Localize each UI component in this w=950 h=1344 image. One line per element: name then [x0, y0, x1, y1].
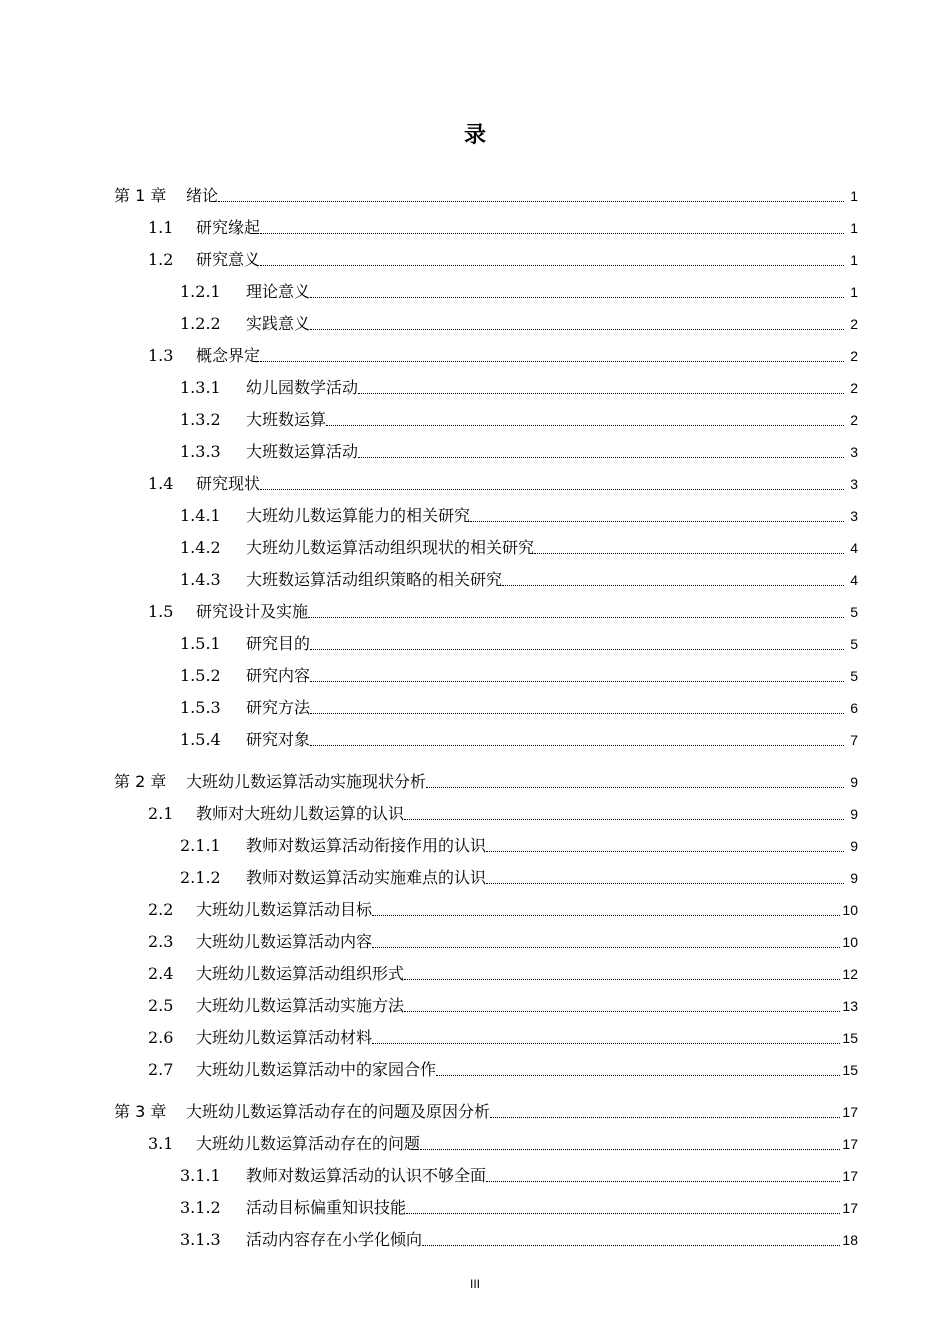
toc-leader-dots	[404, 819, 844, 820]
toc-entry[interactable]	[180, 310, 858, 334]
toc-entry-number: 第 2 章	[114, 772, 167, 791]
toc-entry-number: 1.4	[148, 474, 174, 493]
toc-leader-dots	[358, 457, 844, 458]
toc-entry[interactable]	[148, 470, 858, 494]
toc-leader-dots	[436, 1075, 840, 1076]
toc-entry-title: 大班幼儿数运算活动存在的问题	[196, 1134, 421, 1153]
toc-entry[interactable]	[180, 534, 858, 558]
toc-entry-page: 17	[842, 1104, 858, 1120]
toc-entry-page: 2	[850, 412, 858, 428]
toc-entry-number: 1.4.2	[180, 538, 221, 557]
toc-leader-dots	[422, 1245, 840, 1246]
toc-entry-page: 9	[850, 870, 858, 886]
toc-entry-title: 实践意义	[246, 314, 311, 333]
toc-entry[interactable]	[148, 960, 858, 984]
toc-entry-title: 大班幼儿数运算活动存在的问题及原因分析	[186, 1102, 491, 1121]
toc-entry-number: 1.4.3	[180, 570, 221, 589]
toc-entry-number: 1.2.1	[180, 282, 221, 301]
toc-entry[interactable]	[148, 1056, 858, 1080]
toc-entry-number: 1.2	[148, 250, 174, 269]
toc-entry-title: 教师对大班幼儿数运算的认识	[196, 804, 405, 823]
toc-entry-page: 5	[850, 636, 858, 652]
toc-entry[interactable]	[148, 928, 858, 952]
toc-entry-page: 3	[850, 476, 858, 492]
toc-leader-dots	[310, 649, 844, 650]
toc-entry-page: 4	[850, 572, 858, 588]
toc-entry-title: 活动目标偏重知识技能	[246, 1198, 407, 1217]
toc-entry-title: 大班数运算活动	[246, 442, 359, 461]
toc-leader-dots	[218, 201, 844, 202]
toc-leader-dots	[310, 713, 844, 714]
toc-entry-title: 幼儿园数学活动	[246, 378, 359, 397]
toc-entry-page: 17	[842, 1168, 858, 1184]
toc-entry-number: 1.5.2	[180, 666, 221, 685]
toc-leader-dots	[260, 265, 844, 266]
toc-entry[interactable]	[148, 800, 858, 824]
toc-entry-title: 研究目的	[246, 634, 311, 653]
toc-entry-number: 1.3.2	[180, 410, 221, 429]
toc-leader-dots	[372, 915, 840, 916]
toc-entry-title: 活动内容存在小学化倾向	[246, 1230, 423, 1249]
toc-entry[interactable]	[180, 726, 858, 750]
toc-entry-number: 2.4	[148, 964, 174, 983]
toc-entry-page: 5	[850, 668, 858, 684]
toc-entry-page: 1	[850, 284, 858, 300]
toc-entry-title: 大班幼儿数运算活动组织现状的相关研究	[246, 538, 535, 557]
toc-entry-title: 研究内容	[246, 666, 311, 685]
toc-entry-number: 1.3.1	[180, 378, 221, 397]
toc-entry[interactable]	[180, 502, 858, 526]
toc-entry-title: 概念界定	[196, 346, 261, 365]
toc-entry[interactable]	[148, 342, 858, 366]
toc-entry[interactable]	[180, 406, 858, 430]
toc-entry-page: 17	[842, 1136, 858, 1152]
toc-entry-title: 大班幼儿数运算活动内容	[196, 932, 373, 951]
toc-entry-number: 1.5	[148, 602, 174, 621]
toc-leader-dots	[260, 489, 844, 490]
toc-leader-dots	[404, 1011, 840, 1012]
toc-entry-number: 1.5.4	[180, 730, 221, 749]
toc-entry-title: 大班数运算活动组织策略的相关研究	[246, 570, 503, 589]
toc-entry-page: 2	[850, 316, 858, 332]
toc-entry-title: 大班幼儿数运算活动组织形式	[196, 964, 405, 983]
toc-entry-page: 17	[842, 1200, 858, 1216]
toc-entry-page: 9	[850, 806, 858, 822]
toc-leader-dots	[310, 297, 844, 298]
toc-entry-page: 13	[842, 998, 858, 1014]
toc-entry-number: 1.1	[148, 218, 174, 237]
toc-entry[interactable]	[180, 1226, 858, 1250]
toc-entry-page: 3	[850, 444, 858, 460]
toc-entry[interactable]	[180, 1194, 858, 1218]
toc-entry[interactable]	[180, 566, 858, 590]
toc-entry[interactable]	[180, 278, 858, 302]
toc-entry-number: 1.4.1	[180, 506, 221, 525]
toc-entry-page: 15	[842, 1030, 858, 1046]
toc-entry-number: 2.1.2	[180, 868, 221, 887]
toc-entry-page: 9	[850, 774, 858, 790]
toc-leader-dots	[260, 361, 844, 362]
toc-entry-number: 1.5.3	[180, 698, 221, 717]
toc-entry-page: 9	[850, 838, 858, 854]
toc-entry[interactable]	[148, 992, 858, 1016]
toc-entry-title: 大班幼儿数运算活动目标	[196, 900, 373, 919]
toc-leader-dots	[372, 1043, 840, 1044]
toc-entry-title: 研究缘起	[196, 218, 261, 237]
page-title: 录	[463, 123, 486, 148]
toc-leader-dots	[310, 329, 844, 330]
toc-entry-number: 1.2.2	[180, 314, 221, 333]
toc-entry-page: 10	[842, 902, 858, 918]
toc-entry-title: 大班幼儿数运算活动实施现状分析	[186, 772, 427, 791]
toc-entry[interactable]	[180, 630, 858, 654]
toc-leader-dots	[308, 617, 844, 618]
toc-leader-dots	[426, 787, 844, 788]
toc-entry-title: 研究意义	[196, 250, 261, 269]
toc-entry[interactable]	[114, 768, 858, 792]
toc-entry-page: 7	[850, 732, 858, 748]
toc-entry-title: 大班幼儿数运算活动实施方法	[196, 996, 405, 1015]
toc-entry-number: 1.3	[148, 346, 174, 365]
toc-entry-number: 2.1.1	[180, 836, 221, 855]
toc-leader-dots	[406, 1213, 840, 1214]
toc-entry-title: 大班幼儿数运算能力的相关研究	[246, 506, 471, 525]
toc-entry-title: 教师对数运算活动衔接作用的认识	[246, 836, 487, 855]
toc-entry-title: 教师对数运算活动实施难点的认识	[246, 868, 487, 887]
toc-entry-number: 3.1.3	[180, 1230, 221, 1249]
toc-entry[interactable]	[180, 438, 858, 462]
toc-leader-dots	[486, 1181, 840, 1182]
toc-entry-page: 6	[850, 700, 858, 716]
toc-leader-dots	[326, 425, 844, 426]
toc-leader-dots	[372, 947, 840, 948]
toc-entry-page: 1	[850, 188, 858, 204]
toc-entry[interactable]	[180, 694, 858, 718]
toc-entry-number: 3.1	[148, 1134, 174, 1153]
toc-entry[interactable]	[180, 374, 858, 398]
toc-entry[interactable]	[148, 896, 858, 920]
toc-entry[interactable]	[180, 832, 858, 856]
toc-entry-page: 15	[842, 1062, 858, 1078]
toc-entry-number: 2.3	[148, 932, 174, 951]
toc-leader-dots	[260, 233, 844, 234]
toc-entry[interactable]	[114, 1098, 858, 1122]
toc-entry-title: 绪论	[186, 186, 219, 205]
toc-entry-number: 2.5	[148, 996, 174, 1015]
toc-entry-number: 2.6	[148, 1028, 174, 1047]
toc-entry-number: 2.1	[148, 804, 174, 823]
toc-entry-page: 1	[850, 220, 858, 236]
toc-entry-page: 2	[850, 380, 858, 396]
toc-entry-page: 10	[842, 934, 858, 950]
toc-leader-dots	[358, 393, 844, 394]
toc-leader-dots	[486, 883, 844, 884]
toc-entry[interactable]	[148, 214, 858, 238]
toc-entry[interactable]	[180, 662, 858, 686]
toc-entry-number: 2.2	[148, 900, 174, 919]
toc-leader-dots	[490, 1117, 840, 1118]
toc-leader-dots	[404, 979, 840, 980]
toc-entry-number: 1.3.3	[180, 442, 221, 461]
toc-entry[interactable]	[114, 182, 858, 206]
toc-entry-title: 研究现状	[196, 474, 261, 493]
toc-entry-page: 12	[842, 966, 858, 982]
toc-entry-number: 3.1.2	[180, 1198, 221, 1217]
toc-entry-number: 第 1 章	[114, 186, 167, 205]
toc-leader-dots	[486, 851, 844, 852]
toc-entry-number: 3.1.1	[180, 1166, 221, 1185]
toc-entry-page: 2	[850, 348, 858, 364]
toc-leader-dots	[310, 681, 844, 682]
toc-entry-title: 教师对数运算活动的认识不够全面	[246, 1166, 487, 1185]
toc-entry-title: 研究设计及实施	[196, 602, 309, 621]
toc-entry-title: 研究对象	[246, 730, 311, 749]
toc-leader-dots	[420, 1149, 840, 1150]
toc-entry[interactable]	[148, 246, 858, 270]
toc-entry[interactable]	[180, 864, 858, 888]
toc-entry-number: 1.5.1	[180, 634, 221, 653]
toc-entry-page: 1	[850, 252, 858, 268]
toc-entry[interactable]	[148, 1130, 858, 1154]
toc-entry-page: 5	[850, 604, 858, 620]
toc-entry[interactable]	[148, 1024, 858, 1048]
toc-leader-dots	[310, 745, 844, 746]
toc-entry-title: 理论意义	[246, 282, 311, 301]
page-number: III	[469, 1277, 480, 1291]
toc-entry-title: 大班幼儿数运算活动中的家园合作	[196, 1060, 437, 1079]
toc-entry[interactable]	[180, 1162, 858, 1186]
toc-entry-number: 2.7	[148, 1060, 174, 1079]
toc-entry-title: 研究方法	[246, 698, 311, 717]
toc-entry-title: 大班数运算	[246, 410, 327, 429]
toc-entry-page: 4	[850, 540, 858, 556]
toc-entry-title: 大班幼儿数运算活动材料	[196, 1028, 373, 1047]
toc-entry-page: 18	[842, 1232, 858, 1248]
toc-entry-page: 3	[850, 508, 858, 524]
toc-leader-dots	[502, 585, 844, 586]
toc-entry[interactable]	[148, 598, 858, 622]
toc-leader-dots	[534, 553, 844, 554]
toc-entry-number: 第 3 章	[114, 1102, 167, 1121]
toc-leader-dots	[470, 521, 844, 522]
